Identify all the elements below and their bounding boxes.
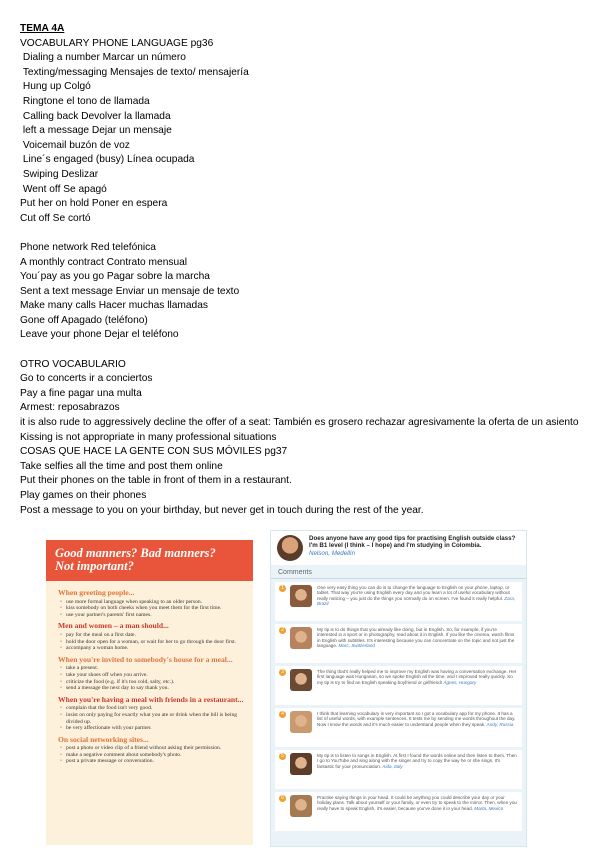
doc-line: Pay a fine pagar una multa <box>20 387 142 399</box>
doc-line: A monthly contract Contrato mensual <box>20 256 188 268</box>
doc-line: OTRO VOCABULARIO <box>20 358 126 370</box>
manners-item: • post a photo or video clip of a friend without asking their permission. <box>66 745 245 752</box>
manners-item: • insist on only paying for exactly what you ate or drink when the bill is being divided up. <box>66 712 245 725</box>
comment-number: 6 <box>279 795 286 802</box>
manners-item: • kiss somebody on both cheeks when you meet them for the first time. <box>66 605 245 612</box>
doc-line: Put their phones on the table in front of them in a restaurant. <box>20 475 292 487</box>
doc-line: Dialing a number Marcar un número <box>20 52 186 64</box>
manners-heading-line1: Good manners? Bad manners? <box>55 546 216 560</box>
avatar <box>277 535 303 561</box>
comment-author: Zara, Brazil <box>317 595 516 607</box>
doc-line: it is also rude to aggressively decline the offer of a seat: También es grosero rechazar agresivamente la oferta de un asiento <box>20 417 579 429</box>
comment-number: 2 <box>279 627 286 634</box>
doc-line: Kissing is not appropriate in many professional situations <box>20 431 277 443</box>
manners-list <box>58 632 245 652</box>
question-text: Does anyone have any good tips for practising English outside class? I'm B1 level (I think – I hope) and I'm studying in Colombia. <box>309 535 516 550</box>
comment-number: 3 <box>279 669 286 676</box>
avatar <box>290 627 312 649</box>
manners-item: • criticize the food (e.g. if it's too cold, salty, etc.). <box>66 679 245 686</box>
comment-text: Practise saying things in your head. It could be anything you could describe your day or your holiday plans. Talk about yourself or your family, or even try to speak to the mirror. Then, when you really have to speak English, it's easier, because you've done it in your head. <box>317 795 517 811</box>
doc-line: Leave your phone Dejar el teléfono <box>20 329 179 341</box>
doc-line: Make many calls Hacer muchas llamadas <box>20 300 208 312</box>
doc-line: Went off Se apagó <box>20 183 107 195</box>
manners-list <box>58 705 245 731</box>
doc-title: TEMA 4A <box>20 23 65 34</box>
forum-question <box>271 531 526 565</box>
manners-list <box>58 665 245 691</box>
manners-section-title: When greeting people... <box>58 588 135 597</box>
comment-text: The thing that's really helped me to improve my English was having a conversation exchange. Her first language was Hungarian, so we spoke English all the time, and I improved really quickly. So my tip is try to find an English speaking boyfriend or girlfriend! <box>317 669 517 685</box>
comments-label: Comments <box>271 565 526 579</box>
doc-line: COSAS QUE HACE LA GENTE CON SUS MÓVILES pg37 <box>20 446 288 458</box>
manners-section-title: On social networking sites... <box>58 734 149 744</box>
doc-line: Voicemail buzón de voz <box>20 139 130 151</box>
comment-author: Aida, Italy <box>382 763 403 769</box>
blank-line <box>20 226 590 241</box>
comment-number: 4 <box>279 711 286 718</box>
doc-lines <box>20 37 590 519</box>
avatar <box>290 585 312 607</box>
manners-item: • be very affectionate with your partner. <box>66 725 245 732</box>
manners-item: • hold the door open for a woman, or wait for her to go through the door first. <box>66 639 245 646</box>
manners-item: • pay for the meal on a first date. <box>66 632 245 639</box>
comment-author: Ágnes, Hungary <box>443 679 477 685</box>
manners-item: • make a negative comment about somebody's photo. <box>66 752 245 759</box>
doc-line: Calling back Devolver la llamada <box>20 110 171 122</box>
manners-item: • use your partner's parents' first names. <box>66 612 245 619</box>
manners-item: • send a message the next day to say thank you. <box>66 685 245 692</box>
avatar <box>290 669 312 691</box>
doc-line: Swiping Deslizar <box>20 168 99 180</box>
comment-text: My tip is to listen to songs in English. At first I found the words online and then listen to them. Then I go to YouTube and sing along with the singer and try to copy the way he or she sings. It's fantastic for your pronunciation. <box>317 753 517 769</box>
doc-line: You´pay as you go Pagar sobre la marcha <box>20 271 210 283</box>
manners-heading-line2: Not important? <box>55 559 134 573</box>
doc-line: Armest: reposabrazos <box>20 402 120 414</box>
blank-line <box>20 343 590 358</box>
manners-item: • accompany a woman home. <box>66 645 245 652</box>
comment <box>275 792 522 831</box>
question-author: Nelson, Medellín <box>309 549 356 557</box>
doc-line: Put her on hold Poner en espera <box>20 198 168 210</box>
comment <box>275 624 522 663</box>
comment-number: 5 <box>279 753 286 760</box>
doc-line: Take selfies all the time and post them online <box>20 460 223 472</box>
manners-section-title: When you're having a meal with friends in a restaurant... <box>58 694 244 704</box>
manners-item: • complain that the food isn't very good. <box>66 705 245 712</box>
manners-item: • use more formal language when speaking to an older person. <box>66 599 245 606</box>
doc-line: Ringtone el tono de llamada <box>20 95 150 107</box>
comment <box>275 708 522 747</box>
doc-line: VOCABULARY PHONE LANGUAGE pg36 <box>20 37 214 49</box>
manners-item: • take a present. <box>66 665 245 672</box>
manners-item: • post a private message or conversation. <box>66 758 245 765</box>
avatar <box>290 711 312 733</box>
doc-line: Gone off Apagado (teléfono) <box>20 314 148 326</box>
comment-text: One very easy thing you can do is to change the language to English on your phone, laptop, or tablet. That way you're using English every day and you learn a lot of useful vocabulary without really noticing – you just do the things you normally do on screen. I've found it really helpful. <box>317 585 510 601</box>
manners-panel <box>46 540 253 845</box>
manners-heading <box>46 540 253 581</box>
doc-line: left a message Dejar un mensaje <box>20 125 172 137</box>
doc-line: Line´s engaged (busy) Línea ocupada <box>20 154 195 166</box>
comment-author: Marc, Switzerland <box>338 643 375 649</box>
comment-text: My tip is to do things that you already like doing, but in English. So, for example, if you're interested in a sport or in photography, read about it in English. If you like the cinema, watch films in English with subtitles. It's interesting because you can concentrate on the topic and not just the language. <box>317 627 515 649</box>
comment <box>275 582 522 621</box>
avatar <box>290 795 312 817</box>
doc-line: Go to concerts ir a conciertos <box>20 373 153 385</box>
comment-text: I think that learning vocabulary is very important so I got a vocabulary app for my phone. It has a list of useful words, with example sentences. It tests me by sending me words throughout the day. Now I know the words and it's much easier to understand people when they speak. <box>317 711 516 727</box>
doc-line: Hung up Colgó <box>20 81 91 93</box>
doc-line: Play games on their phones <box>20 490 147 501</box>
doc-line: Post a message to you on your birthday, but never get in touch during the rest of the year. <box>20 504 424 516</box>
comment-author: Andy, Russia <box>486 721 514 727</box>
manners-list <box>58 599 245 619</box>
document <box>20 22 590 518</box>
forum-panel <box>270 530 527 847</box>
manners-body <box>46 581 253 765</box>
comment <box>275 666 522 705</box>
manners-section-title: When you're invited to somebody's house for a meal... <box>58 654 233 664</box>
manners-section-title: Men and women – a man should... <box>58 621 169 631</box>
doc-line: Cut off Se cortó <box>20 212 91 224</box>
manners-item: • take your shoes off when you arrive. <box>66 672 245 679</box>
comment-author: Marta, Mexico <box>474 805 504 811</box>
manners-list <box>58 745 245 765</box>
doc-line: Sent a text message Enviar un mensaje de texto <box>20 285 240 297</box>
comment-number: 1 <box>279 585 286 592</box>
avatar <box>290 753 312 775</box>
doc-line: Texting/messaging Mensajes de texto/ mensajería <box>20 66 249 78</box>
doc-line: Phone network Red telefónica <box>20 241 156 253</box>
comment <box>275 750 522 789</box>
comments-list <box>271 582 526 831</box>
